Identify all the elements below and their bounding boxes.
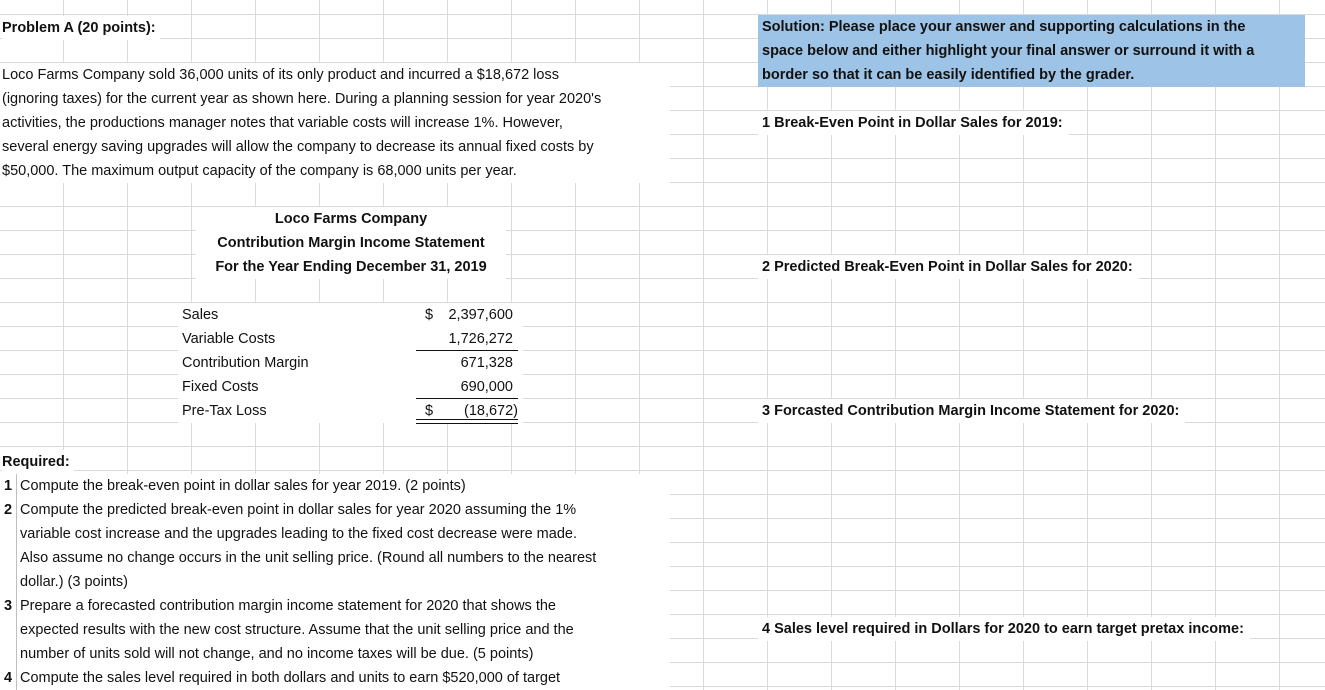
- row-label: Sales: [182, 307, 219, 323]
- number-column-divider: [16, 474, 17, 690]
- solution-prompt-2: 2 Predicted Break-Even Point in Dollar Sales for 2020:: [758, 255, 1139, 279]
- item-number: 2: [3, 502, 13, 518]
- item-line: Also assume no change occurs in the unit selling price. (Round all numbers to the nearest: [20, 550, 597, 566]
- row-label: Fixed Costs: [182, 379, 259, 395]
- item-number: 3: [3, 598, 13, 614]
- item-line: expected results with the new cost structure. Assume that the unit selling price and the: [20, 622, 574, 638]
- required-item: [0, 594, 670, 618]
- statement-company: Loco Farms Company: [274, 211, 428, 227]
- item-continuation: [0, 618, 670, 642]
- solution-prompt-1: 1 Break-Even Point in Dollar Sales for 2019:: [758, 111, 1069, 135]
- item-number: 1: [3, 478, 13, 494]
- item-continuation: [0, 522, 670, 546]
- solution-line: space below and either highlight your final answer or surround it with a: [762, 43, 1255, 59]
- row-label: Variable Costs: [182, 331, 276, 347]
- row-value: 671,328: [460, 355, 513, 371]
- item-line: dollar.) (3 points): [20, 574, 128, 590]
- solution-instructions-box: [758, 15, 1305, 87]
- row-value: 1,726,272: [448, 331, 513, 347]
- statement-row: [178, 303, 523, 327]
- paragraph-line: several energy saving upgrades will allow the company to decrease its annual fixed costs by: [2, 139, 594, 155]
- statement-row: [178, 327, 523, 351]
- solution-line: Solution: Please place your answer and supporting calculations in the: [762, 19, 1246, 35]
- required-heading: Required:: [2, 450, 74, 474]
- item-line: Compute the predicted break-even point in dollar sales for year 2020 assuming the 1%: [20, 502, 577, 518]
- statement-row: [178, 351, 523, 375]
- row-label: Pre-Tax Loss: [182, 403, 267, 419]
- row-label: Contribution Margin: [182, 355, 309, 371]
- solution-prompt-4: 4 Sales level required in Dollars for 2020 to earn target pretax income:: [758, 617, 1250, 641]
- required-item: [0, 498, 670, 522]
- problem-paragraph: [0, 63, 670, 183]
- row-currency: $: [425, 307, 434, 323]
- solution-line: border so that it can be easily identified by the grader.: [762, 67, 1135, 83]
- item-line: variable cost increase and the upgrades leading to the fixed cost decrease were made.: [20, 526, 577, 542]
- paragraph-line: activities, the productions manager notes that variable costs will increase 1%. However,: [2, 115, 563, 131]
- item-number: 4: [3, 670, 13, 686]
- item-line: Prepare a forecasted contribution margin income statement for 2020 that shows the: [20, 598, 556, 614]
- statement-period: For the Year Ending December 31, 2019: [215, 259, 487, 275]
- statement-table: [178, 303, 523, 423]
- item-continuation: [0, 546, 670, 570]
- problem-title: Problem A (20 points):: [2, 16, 160, 40]
- item-continuation: [0, 642, 670, 666]
- row-value: 690,000: [460, 379, 513, 395]
- row-currency: $: [425, 403, 434, 419]
- paragraph-line: Loco Farms Company sold 36,000 units of its only product and incurred a $18,672 loss: [2, 67, 559, 83]
- item-line: Compute the sales level required in both dollars and units to earn $520,000 of target: [20, 670, 561, 686]
- row-value: 2,397,600: [448, 307, 513, 323]
- item-continuation: [0, 570, 670, 594]
- statement-row: [178, 375, 523, 399]
- required-item: [0, 666, 670, 690]
- required-list: [0, 474, 680, 690]
- statement-row: [178, 399, 523, 423]
- item-line: number of units sold will not change, and no income taxes will be due. (5 points): [20, 646, 534, 662]
- row-value: (18,672): [463, 403, 518, 419]
- solution-prompt-3: 3 Forcasted Contribution Margin Income Statement for 2020:: [758, 399, 1185, 423]
- paragraph-line: (ignoring taxes) for the current year as shown here. During a planning session for year 2020's: [2, 91, 602, 107]
- paragraph-line: $50,000. The maximum output capacity of the company is 68,000 units per year.: [2, 163, 517, 179]
- required-item: [0, 474, 670, 498]
- double-underline: [416, 419, 518, 424]
- statement-name: Contribution Margin Income Statement: [217, 235, 485, 251]
- statement-header: [196, 207, 506, 279]
- item-line: Compute the break-even point in dollar sales for year 2019. (2 points): [20, 478, 466, 494]
